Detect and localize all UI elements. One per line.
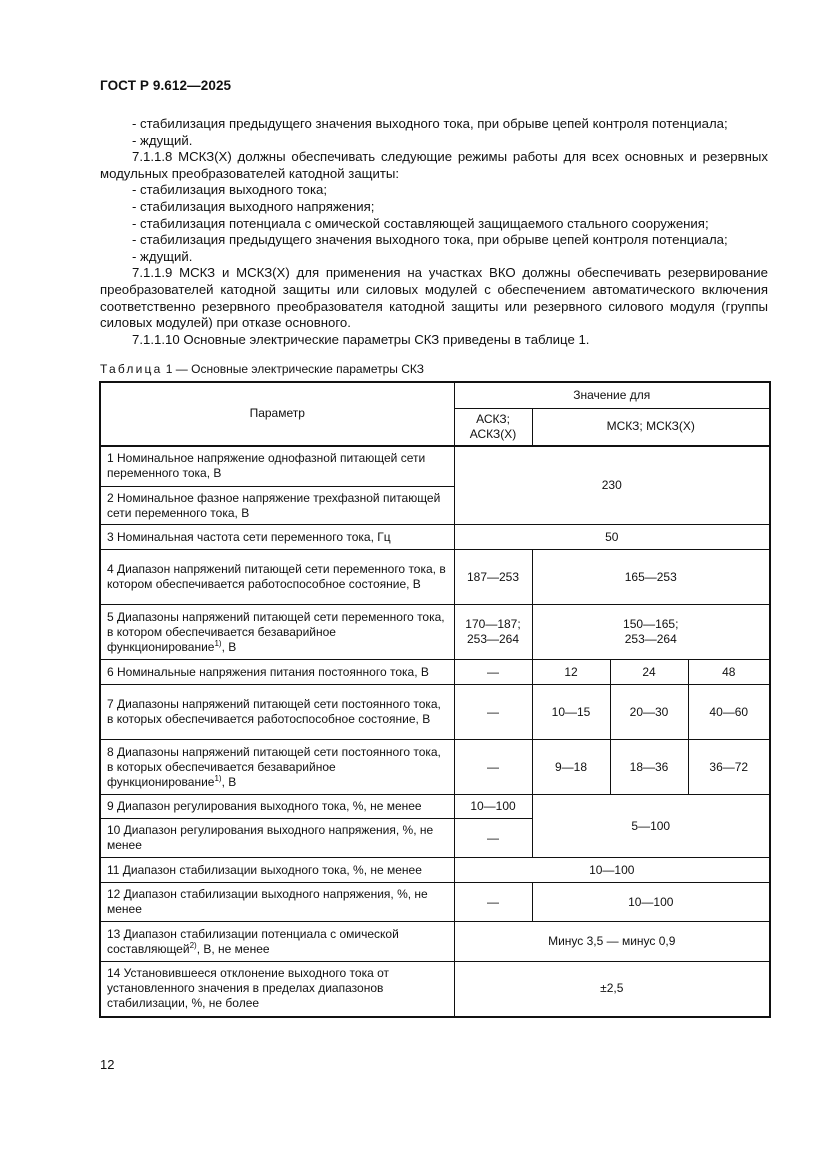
row-8-label-text: 8 Диапазоны напряжений питающей сети постоянного тока, в которых обеспечивается безаварийное функционирование — [107, 744, 441, 789]
row-9-askz: 10—100 — [454, 795, 532, 819]
list-item: - стабилизация предыдущего значения выходного тока, при обрыве цепей контроля потенциала; — [132, 116, 728, 131]
row-8-v48: 36—72 — [688, 740, 770, 795]
row-12-mskz: 10—100 — [532, 883, 770, 922]
table-caption — [100, 362, 424, 376]
row-3-value: 50 — [454, 525, 770, 550]
row-8-askz: — — [454, 740, 532, 795]
row-13-value: Минус 3,5 — минус 0,9 — [454, 922, 770, 962]
footnote-ref: 1) — [214, 773, 222, 783]
row-1-label: 1 Номинальное напряжение однофазной питающей сети переменного тока, В — [100, 446, 454, 487]
row-6-v12: 12 — [532, 660, 610, 685]
list-item: - ждущий. — [132, 132, 193, 148]
row-4-mskz: 165—253 — [532, 550, 770, 605]
row-9-10-mskz: 5—100 — [532, 795, 770, 858]
row-1-2-value: 230 — [454, 446, 770, 525]
row-5-mskz: 150—165; 253—264 — [532, 605, 770, 660]
header-parameter: Параметр — [100, 382, 454, 446]
table-caption-word: Таблица — [100, 362, 163, 376]
row-8-v12: 9—18 — [532, 740, 610, 795]
row-6-v48: 48 — [688, 660, 770, 685]
row-5-askz: 170—187; 253—264 — [454, 605, 532, 660]
row-12-label: 12 Диапазон стабилизации выходного напряжения, %, не менее — [100, 883, 454, 922]
row-3-label: 3 Номинальная частота сети переменного тока, Гц — [100, 525, 454, 550]
row-14-label: 14 Установившееся отклонение выходного тока от установленного значения в пределах диапазонов стабилизации, %, не более — [100, 962, 454, 1017]
row-5-label-unit: , В — [221, 639, 237, 654]
list-item: - ждущий. — [132, 248, 193, 264]
row-14-value: ±2,5 — [454, 962, 770, 1017]
list-item: - стабилизация выходного тока; — [132, 182, 328, 198]
row-12-askz: — — [454, 883, 532, 922]
page-number: 12 — [100, 1057, 115, 1072]
document-code-header: ГОСТ Р 9.612—2025 — [100, 78, 232, 93]
table-caption-title: 1 — Основные электрические параметры СКЗ — [162, 362, 425, 376]
row-2-label: 2 Номинальное фазное напряжение трехфазной питающей сети переменного тока, В — [100, 487, 454, 525]
parameters-table — [99, 381, 771, 1018]
body-text — [100, 116, 768, 348]
row-11-value: 10—100 — [454, 858, 770, 883]
row-5-label-text: 5 Диапазоны напряжений питающей сети переменного тока, в котором обеспечивается безаварийное функционирование — [107, 609, 445, 654]
row-7-v24: 20—30 — [610, 685, 688, 740]
row-7-v48: 40—60 — [688, 685, 770, 740]
header-askz: АСКЗ; АСКЗ(Х) — [454, 408, 532, 446]
row-6-label: 6 Номинальные напряжения питания постоянного тока, В — [100, 660, 454, 685]
row-6-v24: 24 — [610, 660, 688, 685]
header-value-for: Значение для — [454, 382, 770, 408]
row-5-label — [100, 605, 454, 660]
list-item: - стабилизация потенциала с омической составляющей защищаемого стального сооружения; — [132, 215, 709, 231]
row-10-label: 10 Диапазон регулирования выходного напряжения, %, не менее — [100, 819, 454, 858]
row-13-label-unit: , В, не менее — [196, 941, 270, 956]
row-13-label — [100, 922, 454, 962]
row-9-label: 9 Диапазон регулирования выходного тока, %, не менее — [100, 795, 454, 819]
row-10-askz: — — [454, 819, 532, 858]
row-8-label — [100, 740, 454, 795]
row-7-askz: — — [454, 685, 532, 740]
row-6-askz: — — [454, 660, 532, 685]
footnote-ref: 2) — [189, 940, 197, 950]
row-4-askz: 187—253 — [454, 550, 532, 605]
clause-7-1-1-9: 7.1.1.9 МСКЗ и МСКЗ(Х) для применения на участках ВКО должны обеспечивать резервирование преобразователей катодной защиты или силовых модулей с обеспечением автоматического включения соответственно резервного преобразователя катодной защиты или резервного силового модуля (группы силовых модулей) при отказе основного. — [100, 265, 768, 331]
row-7-label: 7 Диапазоны напряжений питающей сети постоянного тока, в которых обеспечивается работоспособное состояние, В — [100, 685, 454, 740]
row-7-v12: 10—15 — [532, 685, 610, 740]
row-8-v24: 18—36 — [610, 740, 688, 795]
header-mskz: МСКЗ; МСКЗ(Х) — [532, 408, 770, 446]
row-8-label-unit: , В — [221, 774, 237, 789]
row-4-label: 4 Диапазон напряжений питающей сети переменного тока, в котором обеспечивается работоспособное состояние, В — [100, 550, 454, 605]
list-item: - стабилизация выходного напряжения; — [132, 198, 375, 214]
clause-7-1-1-10: 7.1.1.10 Основные электрические параметры СКЗ приведены в таблице 1. — [132, 331, 590, 347]
row-13-label-text: 13 Диапазон стабилизации потенциала с омической составляющей — [107, 926, 399, 956]
footnote-ref: 1) — [214, 638, 222, 648]
clause-7-1-1-8: 7.1.1.8 МСКЗ(Х) должны обеспечивать следующие режимы работы для всех основных и резервных модульных преобразователей катодной защиты: — [100, 149, 768, 181]
list-item: - стабилизация предыдущего значения выходного тока, при обрыве цепей контроля потенциала; — [132, 232, 728, 248]
row-11-label: 11 Диапазон стабилизации выходного тока, %, не менее — [100, 858, 454, 883]
